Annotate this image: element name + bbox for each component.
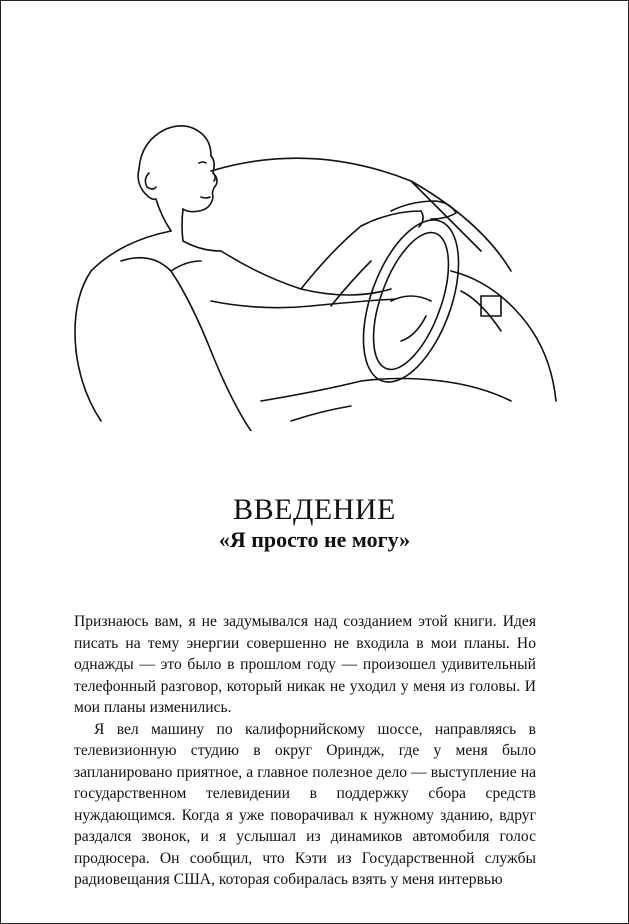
paragraph-1: Признаюсь вам, я не задумывался над созданием этой книги. Идея писать на тему энергии совершенно не входила в мои планы. Но однажды — это было в прошлом году — произошел удивительный телефонный разговор, который никак не уходил у меня из головы. И мои планы изменились.: [74, 613, 536, 716]
chapter-title: ВВЕДЕНИЕ: [233, 493, 396, 526]
paragraph-2: Я вел машину по калифорнийскому шоссе, направляясь в телевизионную студию в округ Ориндж, где у меня было запланировано приятное, а главное полезное дело — выступление на государственном телевидении в поддержку сбора средств нуждающимся. Когда я уже поворачивал к нужному зданию, вдруг раздался звонок, и я услышал из динамиков автомобиля голос продюсера. Он сообщил, что Кэти из Государственной службы радиовещания США, которая собиралась взять у меня интервью: [74, 720, 536, 888]
body-text: [74, 611, 536, 891]
man-driving-car-illustration: [61, 101, 561, 431]
chapter-subtitle: «Я просто не могу»: [218, 527, 411, 552]
